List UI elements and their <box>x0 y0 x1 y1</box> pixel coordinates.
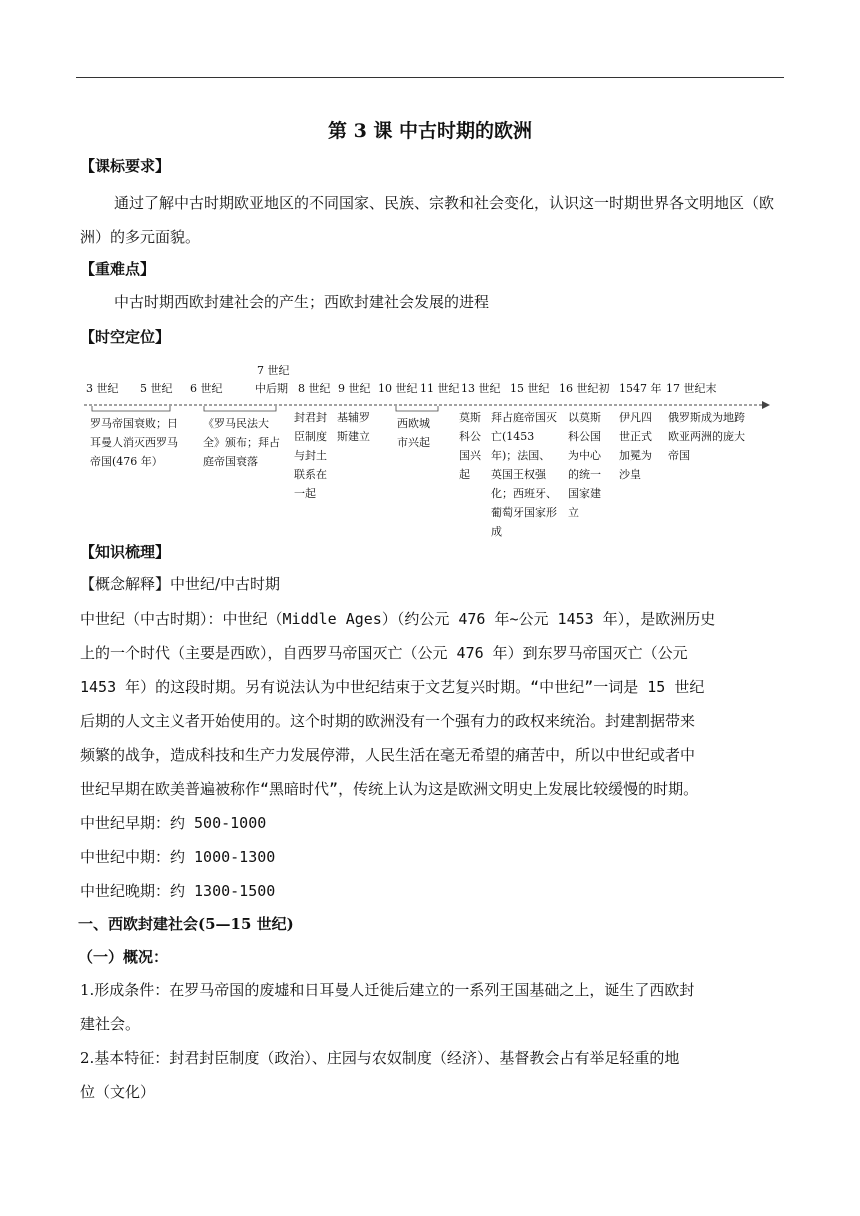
knowledge-heading: 【知识梳理】 <box>80 543 171 561</box>
part1-subheading: （一）概况： <box>78 948 169 966</box>
timeline-note: 西欧城市兴起 <box>397 417 430 449</box>
timeline-note: 莫斯科公国兴起 <box>459 411 481 481</box>
keypoints-text: 中古时期西欧封建社会的产生；西欧封建社会发展的进程 <box>114 293 490 311</box>
part1-heading: 一、西欧封建社会(5—15 世纪) <box>78 915 294 933</box>
timeline-label: 7 世纪 <box>257 364 290 377</box>
timeline-label: 6 世纪 <box>190 382 223 395</box>
timeline-label: 1547 年 <box>619 382 662 395</box>
timeline-note: 罗马帝国衰败；日耳曼人消灭西罗马帝国(476 年） <box>90 417 178 468</box>
timeline-label: 11 世纪 <box>420 382 460 395</box>
standards-text: 通过了解中古时期欧亚地区的不同国家、民族、宗教和社会变化，认识这一时期世界各文明地区（欧洲）的多元面貌。 <box>80 194 775 246</box>
concept-heading: 【概念解释】中世纪/中古时期 <box>80 575 281 593</box>
timeline-note: 封君封臣制度与封土联系在一起 <box>294 411 327 500</box>
concept-line: 后期的人文主义者开始使用的。这个时期的欧洲没有一个强有力的政权来统治。封建割据带来 <box>80 712 696 730</box>
timeline-label: 3 世纪 <box>86 382 119 395</box>
timeline-note: 俄罗斯成为地跨欧亚两洲的庞大帝国 <box>668 411 745 462</box>
timeline-label: 8 世纪 <box>298 382 331 395</box>
item2-line: 2.基本特征：封君封臣制度（政治）、庄园与农奴制度（经济）、基督教会占有举足轻重的地 <box>80 1049 680 1067</box>
keypoints-heading: 【重难点】 <box>80 260 156 278</box>
standards-heading: 【课标要求】 <box>80 157 171 175</box>
timeline-label: 13 世纪 <box>461 382 501 395</box>
timeline-label: 16 世纪初 <box>559 382 610 395</box>
period-early: 中世纪早期：约 500-1000 <box>80 814 267 832</box>
concept-line: 上的一个时代（主要是西欧），自西罗马帝国灭亡（公元 476 年）到东罗马帝国灭亡（公元 <box>80 644 688 662</box>
timeline-label: 中后期 <box>255 382 288 395</box>
concept-line: 1453 年）的这段时期。另有说法认为中世纪结束于文艺复兴时期。“中世纪”一词是 15 世纪 <box>80 678 705 696</box>
timeline-label: 10 世纪 <box>378 382 418 395</box>
concept-line: 中世纪（中古时期）：中世纪（Middle Ages）（约公元 476 年~公元 1453 年），是欧洲历史 <box>80 610 716 628</box>
timeline-note: 基辅罗斯建立 <box>337 411 370 443</box>
timeline-note: 伊凡四世正式加冕为沙皇 <box>619 411 652 481</box>
item1-line: 1.形成条件：在罗马帝国的废墟和日耳曼人迁徙后建立的一系列王国基础之上，诞生了西欧封 <box>80 981 695 999</box>
item2-line: 位（文化） <box>80 1083 156 1101</box>
timeline-note: 拜占庭帝国灭亡(1453 年)；法国、英国王权强化；西班牙、葡萄牙国家形成 <box>491 411 557 538</box>
timeline-note: 以莫斯科公国为中心的统一国家建立 <box>568 411 601 519</box>
page-title: 第 3 课 中古时期的欧洲 <box>327 120 533 142</box>
item1-line: 建社会。 <box>80 1015 141 1033</box>
period-middle: 中世纪中期：约 1000-1300 <box>80 848 276 866</box>
period-late: 中世纪晚期：约 1300-1500 <box>80 882 276 900</box>
timeline-label: 5 世纪 <box>140 382 173 395</box>
timeline-heading: 【时空定位】 <box>80 328 171 346</box>
timeline <box>0 0 860 538</box>
timeline-label: 9 世纪 <box>338 382 371 395</box>
timeline-label: 15 世纪 <box>510 382 550 395</box>
concept-line: 频繁的战争，造成科技和生产力发展停滞，人民生活在毫无希望的痛苦中，所以中世纪或者中 <box>80 746 696 764</box>
concept-line: 世纪早期在欧美普遍被称作“黑暗时代”，传统上认为这是欧洲文明史上发展比较缓慢的时期。 <box>80 780 699 798</box>
timeline-label: 17 世纪末 <box>666 382 717 395</box>
timeline-note: 《罗马民法大全》颁布；拜占庭帝国衰落 <box>203 417 280 468</box>
